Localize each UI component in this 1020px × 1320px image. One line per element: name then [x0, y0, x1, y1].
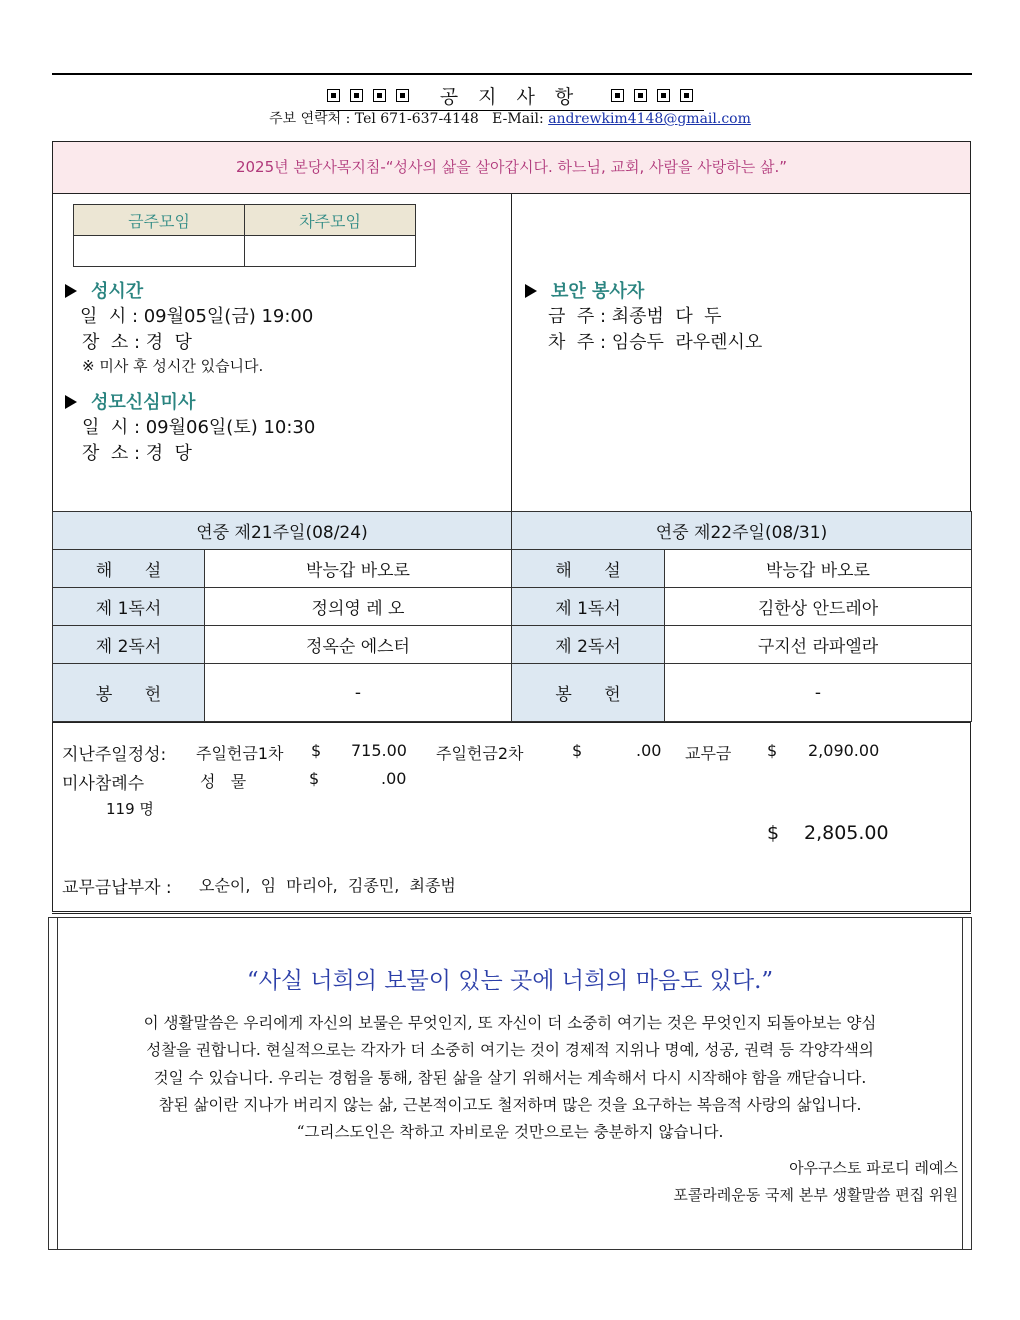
- confession-note: ※ 미사 후 성시간 있습니다.: [82, 357, 264, 375]
- next-week-meeting-header: 차주모임: [245, 205, 416, 236]
- this-week-meeting-header: 금주모임: [74, 205, 245, 236]
- sunday2-amount: .00: [636, 741, 662, 760]
- liturgy-schedule-table: [52, 511, 972, 722]
- top-rule: [52, 73, 972, 75]
- first-saturday-place: 장 소 : 경 당: [82, 443, 192, 464]
- double-rule: [52, 911, 971, 914]
- offertory-label: 봉 헌: [512, 664, 665, 722]
- dues-amount: 2,090.00: [808, 741, 880, 760]
- word-of-life-body: [62, 1010, 958, 1146]
- second-reader-w21: 정옥순 에스터: [205, 626, 512, 664]
- first-reader-w21: 정의영 레 오: [205, 588, 512, 626]
- confession-time: 일 시 : 09월05일(금) 19:00: [80, 306, 314, 327]
- security-next-week: 차 주 : 임승두 라우렌시오: [548, 332, 763, 353]
- total-amount: 2,805.00: [804, 822, 889, 844]
- confession-place: 장 소 : 경 당: [82, 332, 192, 353]
- second-reader-label: 제 2독서: [512, 626, 665, 664]
- dues-payers-label: 교무금납부자 :: [62, 878, 172, 898]
- week-21-header: 연중 제21주일(08/24): [53, 512, 512, 550]
- first-saturday-heading: [65, 388, 195, 414]
- sunday1-currency: $: [311, 741, 322, 760]
- confession-heading: [65, 277, 143, 303]
- page-title: [0, 82, 1020, 111]
- security-heading-text: 보안 봉사자: [551, 281, 645, 302]
- total-currency: $: [767, 822, 780, 844]
- meetings-table: [73, 204, 416, 267]
- sunday2-label: 주일헌금2차: [436, 744, 524, 763]
- security-heading: [525, 277, 644, 303]
- body-line: “그리스도인은 착하고 자비로운 것만으로는 충분하지 않습니다.: [296, 1123, 724, 1142]
- commentator-w22: 박능갑 바오로: [665, 550, 972, 588]
- confession-heading-text: 성시간: [91, 281, 144, 302]
- email-link[interactable]: andrewkim4148@gmail.com: [548, 111, 751, 127]
- author-affiliation: 포콜라레운동 국제 본부 생활말씀 편집 위원: [673, 1186, 958, 1204]
- commentator-label: 해 설: [53, 550, 205, 588]
- offertory-w22: -: [665, 664, 972, 722]
- body-line: 성찰을 권합니다. 현실적으로는 각자가 더 소중히 여기는 것이 경제적 지위나 명예, 성공, 권력 등 각양각색의: [146, 1041, 874, 1060]
- title-text: 공 지 사 항: [439, 86, 581, 108]
- sunday2-currency: $: [572, 741, 583, 760]
- this-week-meeting-value: [74, 236, 245, 267]
- triangle-bullet-icon: [65, 395, 77, 409]
- offertory-label: 봉 헌: [53, 664, 205, 722]
- author: 아우구스토 파로디 레예스: [789, 1159, 958, 1177]
- first-saturday-heading-text: 성모신심미사: [91, 392, 196, 413]
- pastoral-guideline-banner: 2025년 본당사목지침-“성사의 삶을 살아갑시다. 하느님, 교회, 사람을 사랑하는 삶.”: [52, 141, 971, 194]
- attendance-count: 119 명: [106, 800, 154, 818]
- sunday1-amount: 715.00: [351, 741, 407, 760]
- security-this-week: 금 주 : 최종범 다 두: [548, 306, 722, 327]
- week-22-header: 연중 제22주일(08/31): [512, 512, 972, 550]
- square-bullet-icon: [373, 89, 386, 102]
- offering-label: 지난주일정성:: [62, 745, 167, 765]
- square-bullet-icon: [327, 89, 340, 102]
- triangle-bullet-icon: [65, 284, 77, 298]
- first-reader-label: 제 1독서: [53, 588, 205, 626]
- triangle-bullet-icon: [525, 284, 537, 298]
- body-line: 참된 삶이란 지나가 버리지 않는 삶, 근본적이고도 철저하며 많은 것을 요구하는 복음적 사랑의 삶입니다.: [158, 1095, 862, 1114]
- second-reader-w22: 구지선 라파엘라: [665, 626, 972, 664]
- offertory-w21: -: [205, 664, 512, 722]
- offering-summary: [52, 722, 971, 912]
- first-reader-w22: 김한상 안드레아: [665, 588, 972, 626]
- square-bullet-icon: [396, 89, 409, 102]
- contact-prefix: 주보 연락처 : Tel 671-637-4148 E-Mail:: [269, 111, 549, 127]
- square-bullet-icon: [634, 89, 647, 102]
- commentator-label: 해 설: [512, 550, 665, 588]
- dues-currency: $: [767, 741, 778, 760]
- gift-label: 성 물: [200, 772, 247, 791]
- next-week-meeting-value: [245, 236, 416, 267]
- second-reader-label: 제 2독서: [53, 626, 205, 664]
- sunday1-label: 주일헌금1차: [196, 744, 284, 763]
- square-bullet-icon: [657, 89, 670, 102]
- dues-payers: 오순이, 임 마리아, 김종민, 최종범: [199, 876, 456, 895]
- attendance-label: 미사참례수: [62, 774, 145, 794]
- contact-line: [0, 108, 1020, 128]
- square-bullet-icon: [611, 89, 624, 102]
- dues-label: 교무금: [685, 744, 732, 763]
- first-saturday-time: 일 시 : 09월06일(토) 10:30: [82, 417, 316, 438]
- gift-currency: $: [309, 769, 320, 788]
- body-line: 이 생활말씀은 우리에게 자신의 보물은 무엇인지, 또 자신이 더 소중히 여기는 것은 무엇인지 되돌아보는 양심: [143, 1014, 877, 1032]
- square-bullet-icon: [680, 89, 693, 102]
- commentator-w21: 박능갑 바오로: [205, 550, 512, 588]
- square-bullet-icon: [350, 89, 363, 102]
- gift-amount: .00: [381, 769, 407, 788]
- first-reader-label: 제 1독서: [512, 588, 665, 626]
- body-line: 것일 수 있습니다. 우리는 경험을 통해, 참된 삶을 살기 위해서는 계속해서 다시 시작해야 함을 깨닫습니다.: [153, 1068, 867, 1087]
- word-of-life-quote: “사실 너희의 보물이 있는 곳에 너희의 마음도 있다.”: [246, 968, 774, 994]
